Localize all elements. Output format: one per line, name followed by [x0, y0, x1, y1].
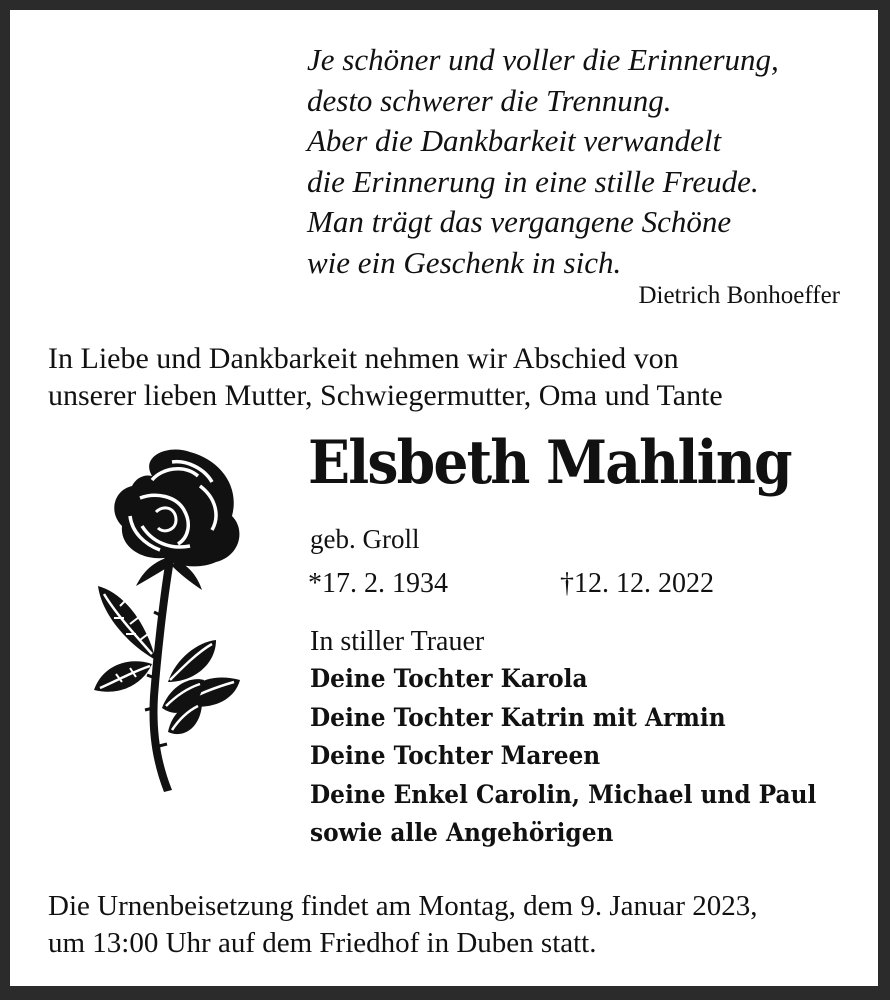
death-date: †12. 12. 2022: [560, 568, 714, 599]
poem-line: die Erinnerung in eine stille Freude.: [307, 163, 759, 199]
poem-line: wie ein Geschenk in sich.: [307, 244, 622, 280]
service-info: [48, 888, 878, 962]
mourner-name: sowie alle Angehörigen: [310, 818, 614, 848]
intro-line: unserer lieben Mutter, Schwiegermutter, Oma und Tante: [48, 379, 723, 412]
mourner-name: Deine Tochter Mareen: [310, 741, 601, 771]
service-line: um 13:00 Uhr auf dem Friedhof in Duben statt.: [48, 927, 597, 959]
deceased-name: Elsbeth Mahling: [308, 428, 791, 498]
poem-line: desto schwerer die Trennung.: [307, 82, 672, 118]
poem-line: Aber die Dankbarkeit verwandelt: [307, 123, 722, 159]
obituary-notice: [10, 10, 878, 986]
mourners-heading: In stiller Trauer: [310, 626, 485, 657]
intro-line: In Liebe und Dankbarkeit nehmen wir Abschied von: [48, 342, 679, 375]
mourners-list: [310, 624, 870, 853]
intro-text: [48, 340, 868, 414]
maiden-name: geb. Groll: [310, 524, 420, 554]
life-dates: [308, 568, 828, 608]
poem-author: Dietrich Bonhoeffer: [638, 282, 840, 309]
poem-line: Je schöner und voller die Erinnerung,: [307, 42, 779, 77]
poem-line: Man trägt das vergangene Schöne: [307, 204, 732, 240]
rose-icon: [80, 446, 250, 796]
birth-date: *17. 2. 1934: [308, 568, 448, 599]
mourner-name: Deine Enkel Carolin, Michael und Paul: [310, 779, 817, 809]
mourner-name: Deine Tochter Katrin mit Armin: [310, 702, 726, 732]
poem-quote: [307, 40, 867, 284]
mourner-name: Deine Tochter Karola: [310, 664, 588, 693]
service-line: Die Urnenbeisetzung findet am Montag, dem 9. Januar 2023,: [48, 890, 758, 922]
